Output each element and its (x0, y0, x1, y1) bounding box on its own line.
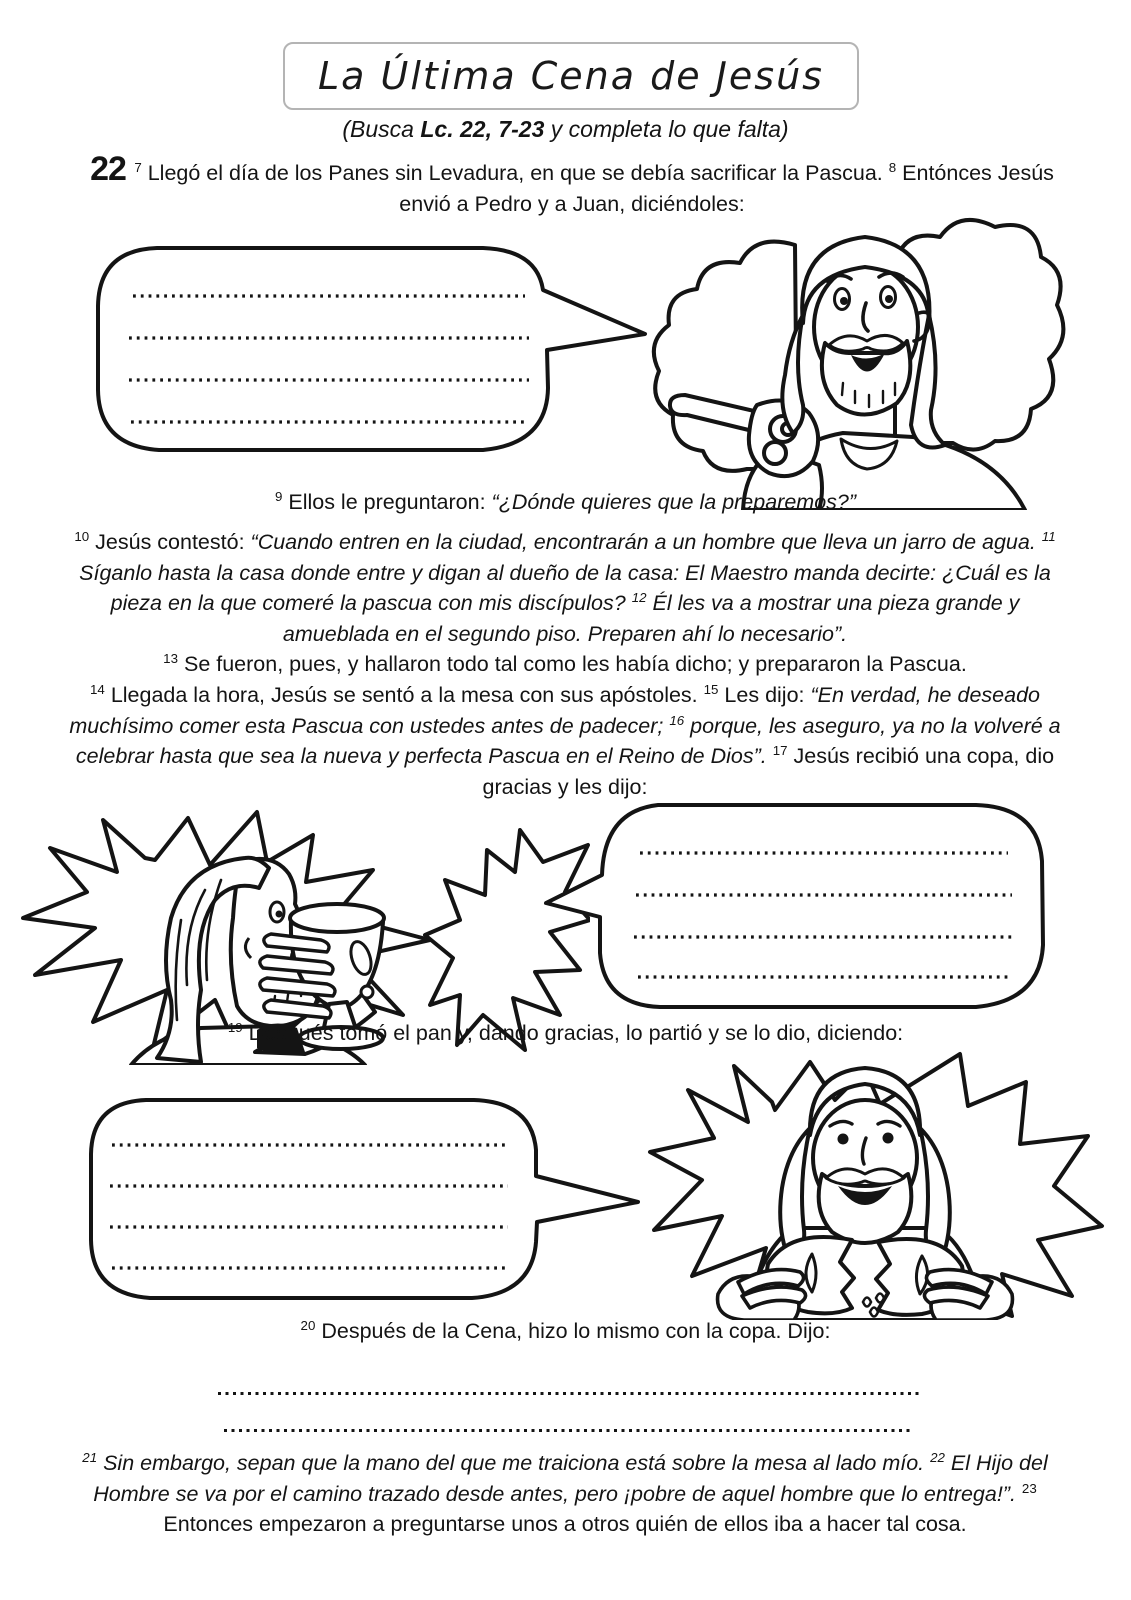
verse-14-17-paragraph: $^{14}$ Llegada la hora, Jesús se sentó a la mesa con sus apóstoles. $^{15}$ Les dijo: “En verdad, he deseado muchísimo comer esta Pascua con ustedes antes de padecer; $^{16}$ porque, les aseguro, ya no la volveré a celebrar hasta que sea la nueva y perfecta Pascua en el Reino de Dios”. $^{17}$ Jesús recibió una copa, dio gracias y les dijo: (69, 681, 1061, 799)
answer-line-2[interactable] (224, 1429, 912, 1432)
jesus-pointing-illustration (645, 205, 1070, 510)
instruction-subtitle: (Busca Lc. 22, 7-23 y completa lo que falta) (342, 116, 789, 142)
verse-10-12-paragraph: $^{10}$ Jesús contestó: “Cuando entren en la ciudad, encontrarán a un hombre que lleva un jarro de agua. $^{11}$ Síganlo hasta la casa donde entre y digan al dueño de la casa: El Maestro manda decirte: ¿Cuál es la pieza en la que comeré la pascua con mis discípulos? $^{12}$ Él les va a mostrar una pieza grande y amueblada en el segundo piso. Preparen ahí lo necesario”. (74, 528, 1056, 646)
jesus-breaking-bread-illustration (630, 1040, 1110, 1320)
eye-left (838, 1134, 849, 1145)
verse-21-23-paragraph: $^{21}$ Sin embargo, sepan que la mano del que me traiciona está sobre la mesa al lado mío. $^{22}$ El Hijo del Hombre se va por el camino trazado desde antes, pero ¡pobre de aquel hombre que lo entrega!”. $^{23}$ Entonces empezaron a preguntarse unos a otros quién de ellos iba a hacer tal cosa. (82, 1449, 1048, 1537)
hand-left (718, 1270, 806, 1320)
verse-9-line: $^9$ Ellos le preguntaron: “¿Dónde quieres que la preparemos?” (274, 488, 857, 514)
speech-bubble-2[interactable] (540, 795, 1085, 1020)
page-title: La Última Cena de Jesús (318, 54, 824, 98)
speech-bubble-1[interactable] (85, 238, 660, 466)
title-box (283, 42, 859, 110)
verse-10-13-block (58, 527, 1072, 680)
answer-line-1[interactable] (218, 1392, 920, 1395)
speech-bubble-3[interactable] (80, 1090, 645, 1310)
verse-19-line: $^{19}$ Después tomó el pan y, dando gracias, lo partió y se lo dio, diciendo: (227, 1019, 904, 1045)
verse-7-8-paragraph: 22 $^7$ Llegó el día de los Panes sin Levadura, en que se debía sacrificar la Pascua. $^8$ Entónces Jesús envió a Pedro y a Juan, diciéndoles: (90, 150, 1054, 216)
eye-right (883, 1133, 894, 1144)
verse-20-line: $^{20}$ Después de la Cena, hizo lo mismo con la copa. Dijo: (300, 1317, 831, 1343)
speech-bubble-outline (91, 1100, 638, 1298)
speech-bubble-outline (98, 248, 645, 450)
verse-13-line: $^{13}$ Se fueron, pues, y hallaron todo tal como les había dicho; y prepararon la Pascua. (163, 650, 967, 677)
